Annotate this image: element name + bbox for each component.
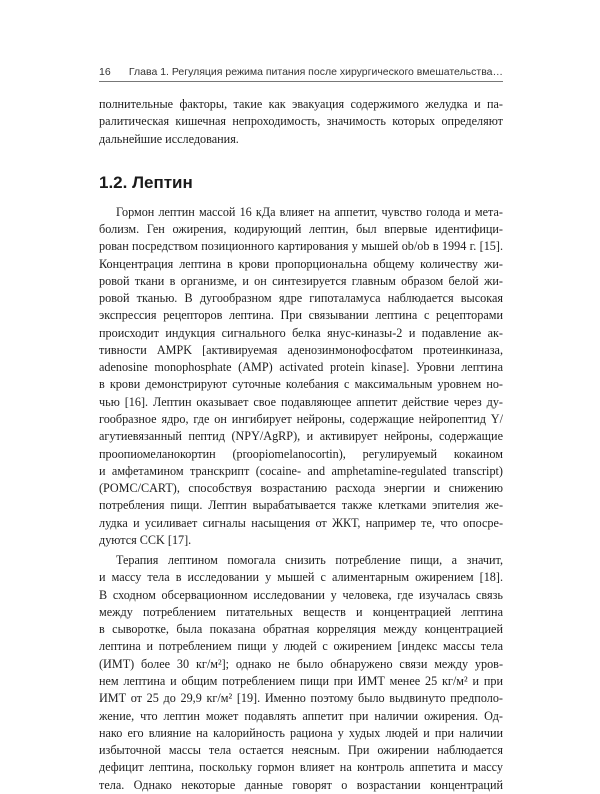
- text-line: жение, что лептин может подавлять аппетит при наличии ожирения. Од-: [99, 708, 503, 723]
- text-line: болизм. Ген ожирения, кодирующий лептин, был впервые идентифици-: [99, 222, 503, 237]
- text-line: ИМТ от 25 до 29,9 кг/м² [19]. Именно поэтому было выдвинуто предполо-: [99, 691, 503, 706]
- text-line: лептина и потреблением пищи у людей с ожирением [индекс массы тела: [99, 639, 503, 654]
- text-line: чью [16]. Лептин оказывает свое подавляющее аппетит действие через ду-: [99, 394, 503, 409]
- running-title: Глава 1. Регуляция режима питания после хирургического вмешательства…: [128, 66, 503, 78]
- text-line: дальнейшие исследования.: [99, 131, 239, 146]
- text-line: adenosine monophosphate (AMP) activated protein kinase]. Уровни лептина: [99, 360, 503, 375]
- text-line: лудка и усиливает сигналы насыщения от ЖКТ, например те, что опосре-: [99, 515, 503, 530]
- text-line: в сыворотке, была показана обратная корреляция между концентрацией: [99, 622, 503, 637]
- page-body: [99, 96, 503, 794]
- intro-paragraph: [99, 96, 503, 148]
- page-number: 16: [99, 66, 111, 78]
- running-header: [99, 66, 503, 78]
- text-line: В сходном обсервационном исследовании у человека, где изучалась связь: [99, 587, 503, 602]
- text-line: агутиевязанный пептид (NPY/AgRP), и активирует нейроны, содержащие: [99, 429, 503, 444]
- text-line: гообразное ядро, где он ингибирует нейроны, содержащие нейропептид Y/: [99, 411, 503, 426]
- paragraph-2: [99, 552, 503, 794]
- text-line: проопиомеланокортин (proopiomelanocortin), регулируемый кокаином: [99, 446, 503, 461]
- text-line: и массу тела в исследовании у мышей с алиментарным ожирением [18].: [99, 570, 503, 585]
- text-line: дуются CCK [17].: [99, 532, 192, 547]
- text-line: экспрессия рецепторов лептина. При связывании лептина с рецепторами: [99, 308, 503, 323]
- text-line: полнительные факторы, такие как эвакуация содержимого желудка и па-: [99, 97, 503, 111]
- text-line: происходит индукция сигнального белка янус-киназы-2 и подавление ак-: [99, 325, 503, 340]
- text-line: Гормон лептин массой 16 кДа влияет на аппетит, чувство голода и мета-: [116, 204, 503, 219]
- text-line: дефицит лептина, поскольку гормон влияет на контроль аппетита и массу: [99, 760, 503, 775]
- text-line: ровой тканью. В дугообразном ядре гипоталамуса наблюдается высокая: [99, 291, 503, 306]
- text-line: рован посредством позиционного картирования у мышей ob/ob в 1994 г. [15].: [99, 239, 503, 254]
- paragraph-1: [99, 204, 503, 549]
- text-line: и амфетамином транскрипт (cocaine- and amphetamine-regulated transcript): [99, 463, 503, 478]
- text-line: между потреблением питательных веществ и концентрацией лептина: [99, 604, 503, 619]
- text-line: (POMC/CART), способствуя возрастанию расхода энергии и снижению: [99, 481, 503, 496]
- text-line: потребления пищи. Лептин вырабатывается также клетками эпителия же-: [99, 498, 503, 513]
- text-line: ралитическая кишечная непроходимость, значимость которых определяют: [99, 114, 503, 129]
- text-line: избыточной массы тела остается неясным. При ожирении наблюдается: [99, 743, 503, 758]
- header-rule: [99, 81, 503, 82]
- text-line: Концентрация лептина в крови пропорциональна общему количеству жи-: [99, 256, 503, 271]
- text-line: (ИМТ) более 30 кг/м²]; однако не было обнаружено связи между уров-: [99, 656, 503, 671]
- text-line: тивности AMPK [активируемая аденозинмонофосфатом протеинкиназа,: [99, 342, 503, 357]
- section-heading: 1.2. Лептин: [99, 172, 193, 192]
- text-line: нем лептина и общим потреблением пищи при ИМТ менее 25 кг/м² и при: [99, 673, 503, 688]
- text-line: ровой ткани в организме, и он синтезируется главным образом белой жи-: [99, 273, 503, 288]
- text-line: тела. Однако некоторые данные говорят о возрастании концентраций: [99, 777, 503, 792]
- text-line: в крови демонстрируют суточные колебания с максимальным уровнем но-: [99, 377, 503, 392]
- text-line: нако его влияние на калорийность рациона у худых людей и при наличии: [99, 725, 503, 740]
- text-line: Терапия лептином помогала снизить потребление пищи, а значит,: [116, 553, 503, 568]
